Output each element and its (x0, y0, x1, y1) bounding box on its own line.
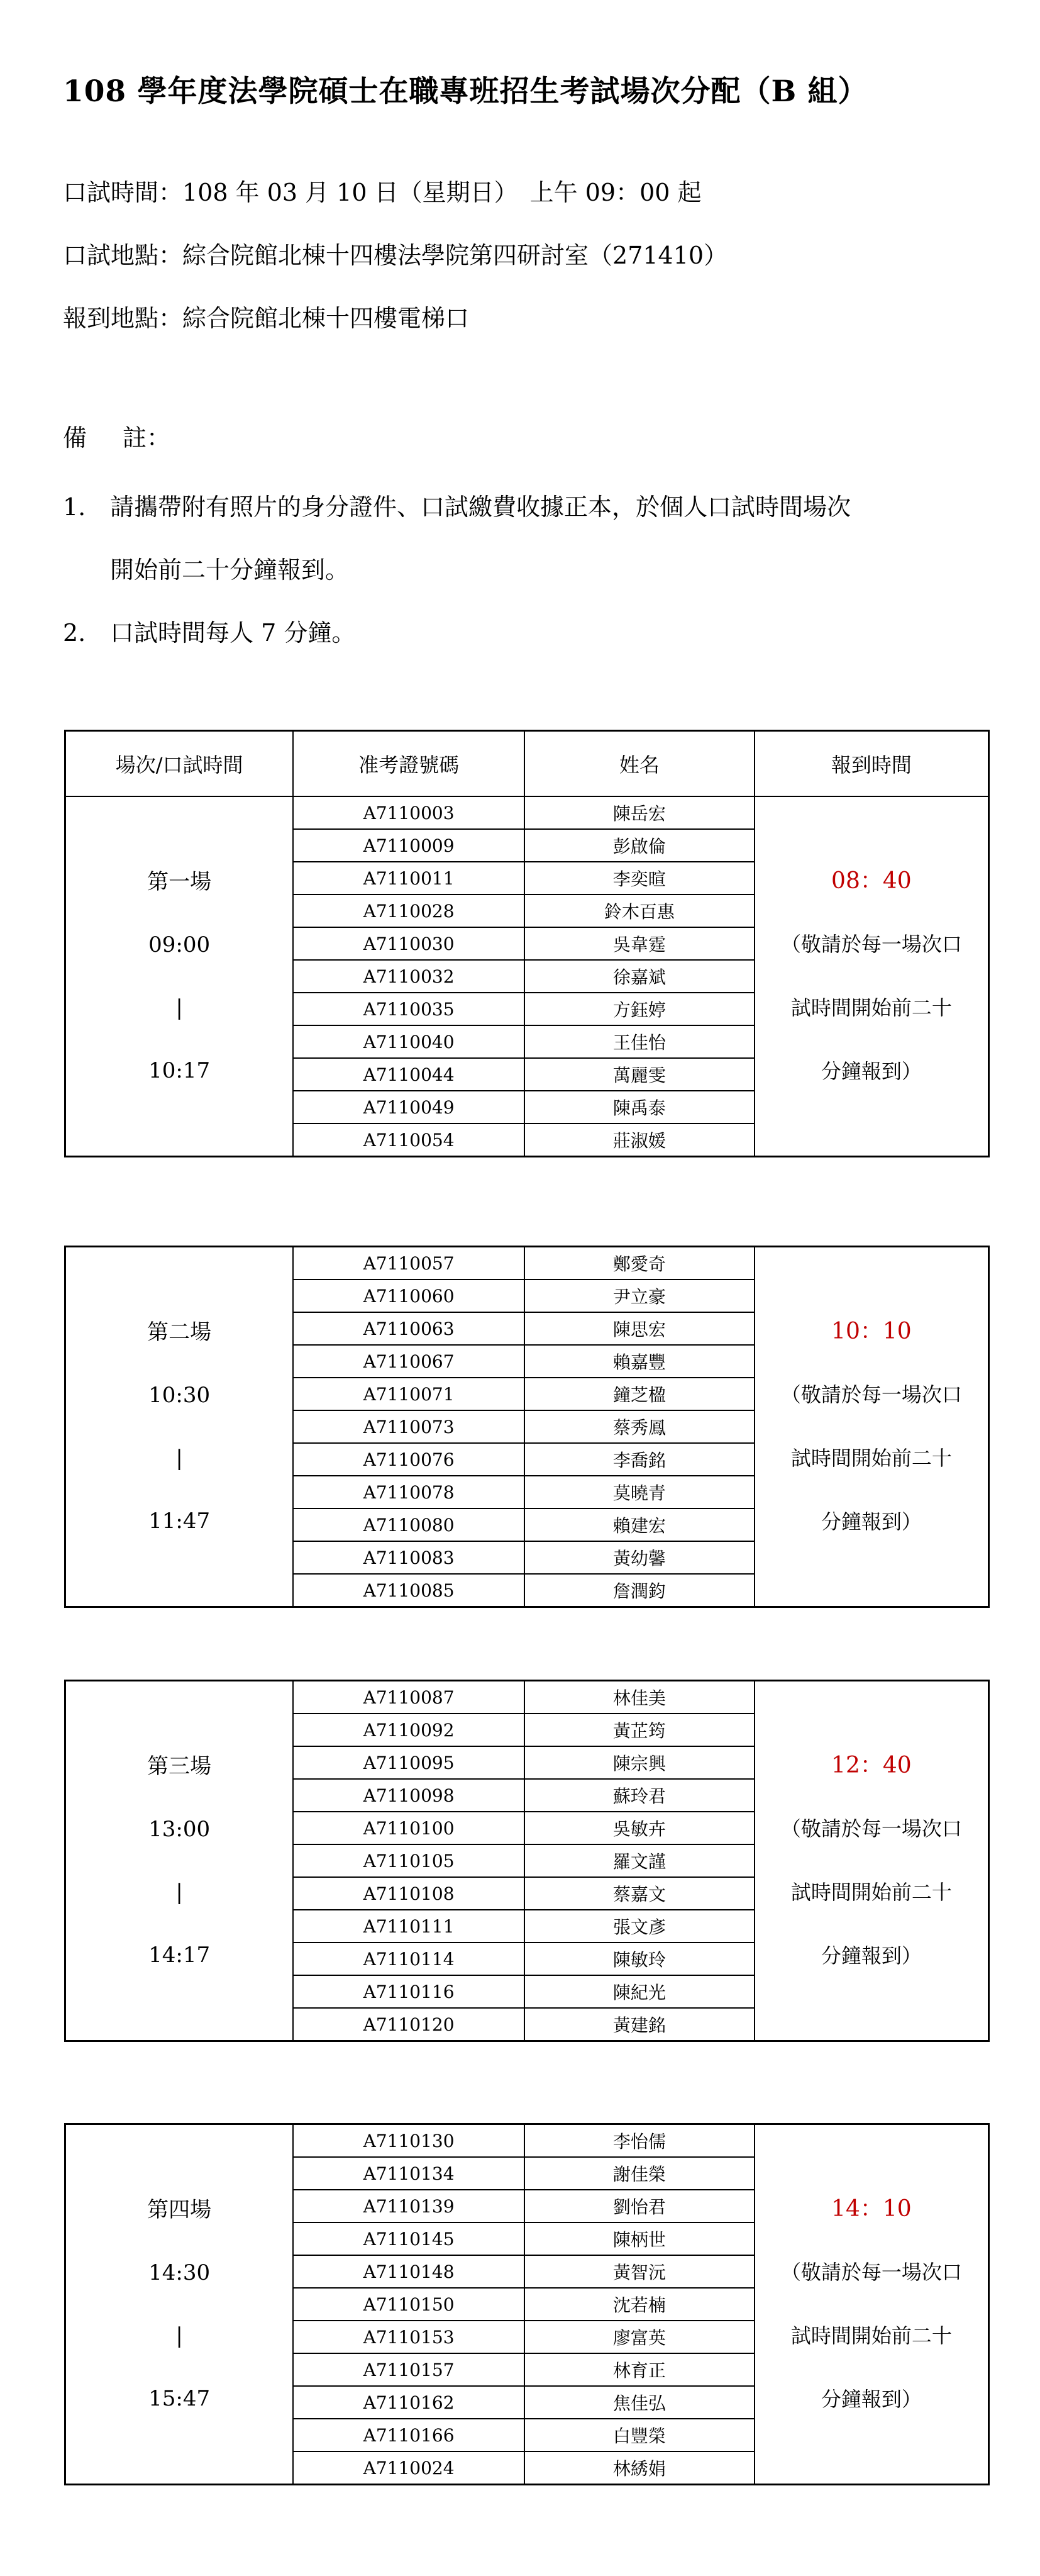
exam-id-cell: A7110098 (293, 1779, 524, 1812)
name-cell: 莊淑媛 (524, 1124, 755, 1157)
report-note-line: 分鐘報到） (821, 2387, 922, 2411)
session-start: 14:30 (148, 2260, 211, 2285)
report-note-line: 試時間開始前二十 (790, 1880, 952, 1904)
name-cell: 羅文謹 (524, 1844, 755, 1877)
exam-id-cell: A7110150 (293, 2288, 524, 2321)
session-start: 13:00 (148, 1817, 211, 1842)
exam-id-cell: A7110032 (293, 960, 524, 993)
name-cell: 廖富英 (524, 2321, 755, 2353)
name-cell: 詹潤鈞 (524, 1574, 755, 1607)
column-header: 准考證號碼 (293, 731, 524, 797)
exam-place-value: 綜合院館北棟十四樓法學院第四研討室（271410） (182, 242, 728, 269)
session-table (64, 1246, 990, 1608)
report-time-cell (755, 796, 989, 1157)
name-cell: 張文彥 (524, 1910, 755, 1943)
exam-id-cell: A7110100 (293, 1812, 524, 1844)
notes-heading-a: 備 (63, 424, 87, 452)
report-note-line: （敬請於每一場次口 (780, 2260, 962, 2284)
report-place-value: 綜合院館北棟十四樓電梯口 (182, 304, 470, 332)
exam-id-cell: A7110148 (293, 2255, 524, 2288)
session-start: 10:30 (148, 1383, 211, 1408)
exam-id-cell: A7110111 (293, 1910, 524, 1943)
name-cell: 賴嘉豐 (524, 1345, 755, 1378)
name-cell: 陳柄世 (524, 2222, 755, 2255)
exam-id-cell: A7110067 (293, 1345, 524, 1378)
report-time: 14：10 (831, 2195, 912, 2222)
session-cell (65, 1247, 294, 1607)
session-start: 09:00 (148, 932, 211, 957)
exam-id-cell: A7110040 (293, 1025, 524, 1058)
session-name: 第一場 (147, 869, 212, 895)
report-note-line: （敬請於每一場次口 (780, 1816, 962, 1841)
name-cell: 李喬銘 (524, 1443, 755, 1476)
notes-heading (63, 418, 170, 453)
name-cell: 萬麗雯 (524, 1058, 755, 1091)
name-cell: 焦佳弘 (524, 2386, 755, 2419)
column-header: 報到時間 (755, 731, 989, 797)
name-cell: 王佳怡 (524, 1025, 755, 1058)
report-time-cell (755, 1681, 989, 2041)
exam-id-cell: A7110030 (293, 927, 524, 960)
name-cell: 莫曉青 (524, 1476, 755, 1508)
note-number: 1. (63, 493, 86, 521)
report-note-line: （敬請於每一場次口 (780, 1382, 962, 1407)
exam-place-line (63, 236, 727, 270)
report-note-line: 試時間開始前二十 (790, 995, 952, 1020)
session-sep: | (175, 995, 183, 1020)
column-header: 姓名 (524, 731, 755, 797)
name-cell: 李怡儒 (524, 2124, 755, 2158)
session-sep: | (175, 1446, 183, 1471)
report-time: 12：40 (831, 1752, 912, 1778)
exam-id-cell: A7110028 (293, 895, 524, 927)
report-note-line: 試時間開始前二十 (790, 2323, 952, 2348)
exam-id-cell: A7110073 (293, 1410, 524, 1443)
exam-id-cell: A7110009 (293, 829, 524, 862)
exam-id-cell: A7110024 (293, 2451, 524, 2485)
name-cell: 黃芷筠 (524, 1714, 755, 1746)
exam-time-label: 口試時間： (63, 179, 183, 206)
exam-id-cell: A7110071 (293, 1378, 524, 1410)
exam-time-value: 108 年 03 月 10 日（星期日） 上午 09：00 起 (182, 179, 702, 206)
name-cell: 蘇玲君 (524, 1779, 755, 1812)
session-cell (65, 796, 294, 1157)
exam-id-cell: A7110085 (293, 1574, 524, 1607)
name-cell: 賴建宏 (524, 1508, 755, 1541)
column-header: 場次/口試時間 (65, 731, 294, 797)
report-place-line (63, 299, 469, 333)
note-item-1 (63, 488, 851, 522)
name-cell: 陳禹泰 (524, 1091, 755, 1124)
exam-id-cell: A7110054 (293, 1124, 524, 1157)
exam-id-cell: A7110120 (293, 2008, 524, 2041)
name-cell: 黃幼馨 (524, 1541, 755, 1574)
name-cell: 白豐榮 (524, 2419, 755, 2451)
exam-id-cell: A7110003 (293, 796, 524, 829)
exam-id-cell: A7110153 (293, 2321, 524, 2353)
exam-id-cell: A7110044 (293, 1058, 524, 1091)
exam-id-cell: A7110116 (293, 1975, 524, 2008)
report-time-cell (755, 2124, 989, 2485)
session-cell (65, 2124, 294, 2485)
name-cell: 陳紀光 (524, 1975, 755, 2008)
exam-place-label: 口試地點： (63, 242, 183, 269)
session-end: 15:47 (148, 2386, 211, 2411)
name-cell: 黃建銘 (524, 2008, 755, 2041)
exam-id-cell: A7110063 (293, 1312, 524, 1345)
exam-id-cell: A7110060 (293, 1280, 524, 1312)
notes-heading-b: 註： (123, 424, 171, 452)
session-end: 14:17 (148, 1943, 211, 1968)
table-row (65, 2124, 989, 2158)
exam-id-cell: A7110049 (293, 1091, 524, 1124)
name-cell: 陳敏玲 (524, 1943, 755, 1975)
name-cell: 林綉娟 (524, 2451, 755, 2485)
exam-id-cell: A7110095 (293, 1746, 524, 1779)
exam-id-cell: A7110134 (293, 2157, 524, 2190)
name-cell: 陳岳宏 (524, 796, 755, 829)
name-cell: 鄭愛奇 (524, 1247, 755, 1280)
name-cell: 林佳美 (524, 1681, 755, 1714)
exam-id-cell: A7110139 (293, 2190, 524, 2222)
note-text: 請攜帶附有照片的身分證件、口試繳費收據正本，於個人口試時間場次 (110, 493, 851, 521)
table-row (65, 796, 989, 829)
session-table (64, 2123, 990, 2485)
name-cell: 陳思宏 (524, 1312, 755, 1345)
exam-id-cell: A7110078 (293, 1476, 524, 1508)
report-note-line: 試時間開始前二十 (790, 1446, 952, 1470)
name-cell: 蔡嘉文 (524, 1877, 755, 1910)
session-cell (65, 1681, 294, 2041)
report-time-cell (755, 1247, 989, 1607)
exam-id-cell: A7110157 (293, 2353, 524, 2386)
report-place-label: 報到地點： (63, 304, 183, 332)
name-cell: 謝佳榮 (524, 2157, 755, 2190)
report-time: 08：40 (831, 867, 912, 894)
exam-id-cell: A7110011 (293, 862, 524, 895)
note-item-2 (63, 613, 355, 648)
session-end: 11:47 (148, 1508, 211, 1534)
name-cell: 蔡秀鳳 (524, 1410, 755, 1443)
name-cell: 方鈺婷 (524, 993, 755, 1025)
exam-id-cell: A7110145 (293, 2222, 524, 2255)
session-end: 10:17 (148, 1058, 211, 1083)
session-name: 第二場 (147, 1320, 212, 1345)
exam-time-line (63, 173, 702, 208)
exam-id-cell: A7110057 (293, 1247, 524, 1280)
name-cell: 鈴木百惠 (524, 895, 755, 927)
note-item-1-continued: 開始前二十分鐘報到。 (110, 556, 350, 584)
exam-id-cell: A7110035 (293, 993, 524, 1025)
session-sep: | (175, 2323, 183, 2348)
name-cell: 徐嘉斌 (524, 960, 755, 993)
exam-id-cell: A7110130 (293, 2124, 524, 2158)
exam-id-cell: A7110162 (293, 2386, 524, 2419)
exam-id-cell: A7110114 (293, 1943, 524, 1975)
exam-id-cell: A7110076 (293, 1443, 524, 1476)
name-cell: 黃智沅 (524, 2255, 755, 2288)
name-cell: 彭啟倫 (524, 829, 755, 862)
name-cell: 鐘芝楹 (524, 1378, 755, 1410)
exam-id-cell: A7110105 (293, 1844, 524, 1877)
session-table (64, 1680, 990, 2042)
name-cell: 沈若楠 (524, 2288, 755, 2321)
name-cell: 尹立豪 (524, 1280, 755, 1312)
exam-id-cell: A7110083 (293, 1541, 524, 1574)
report-note-line: 分鐘報到） (821, 1943, 922, 1968)
exam-id-cell: A7110108 (293, 1877, 524, 1910)
name-cell: 林育正 (524, 2353, 755, 2386)
table-row (65, 1247, 989, 1280)
name-cell: 劉怡君 (524, 2190, 755, 2222)
name-cell: 吳敏卉 (524, 1812, 755, 1844)
exam-id-cell: A7110166 (293, 2419, 524, 2451)
report-note-line: （敬請於每一場次口 (780, 932, 962, 956)
note-number: 2. (63, 619, 86, 647)
table-row (65, 1681, 989, 1714)
exam-id-cell: A7110080 (293, 1508, 524, 1541)
report-time: 10：10 (831, 1318, 912, 1344)
name-cell: 吳韋霆 (524, 927, 755, 960)
session-table (64, 730, 990, 1157)
session-name: 第四場 (147, 2197, 212, 2222)
note-text: 口試時間每人 7 分鐘。 (110, 619, 356, 647)
report-note-line: 分鐘報到） (821, 1509, 922, 1534)
exam-id-cell: A7110092 (293, 1714, 524, 1746)
session-name: 第三場 (147, 1754, 212, 1779)
session-sep: | (175, 1880, 183, 1905)
report-note-line: 分鐘報到） (821, 1059, 922, 1083)
exam-id-cell: A7110087 (293, 1681, 524, 1714)
name-cell: 陳宗興 (524, 1746, 755, 1779)
page-title: 108 學年度法學院碩士在職專班招生考試場次分配（B 組） (63, 74, 868, 109)
name-cell: 李奕暄 (524, 862, 755, 895)
table-header-row (65, 731, 989, 797)
